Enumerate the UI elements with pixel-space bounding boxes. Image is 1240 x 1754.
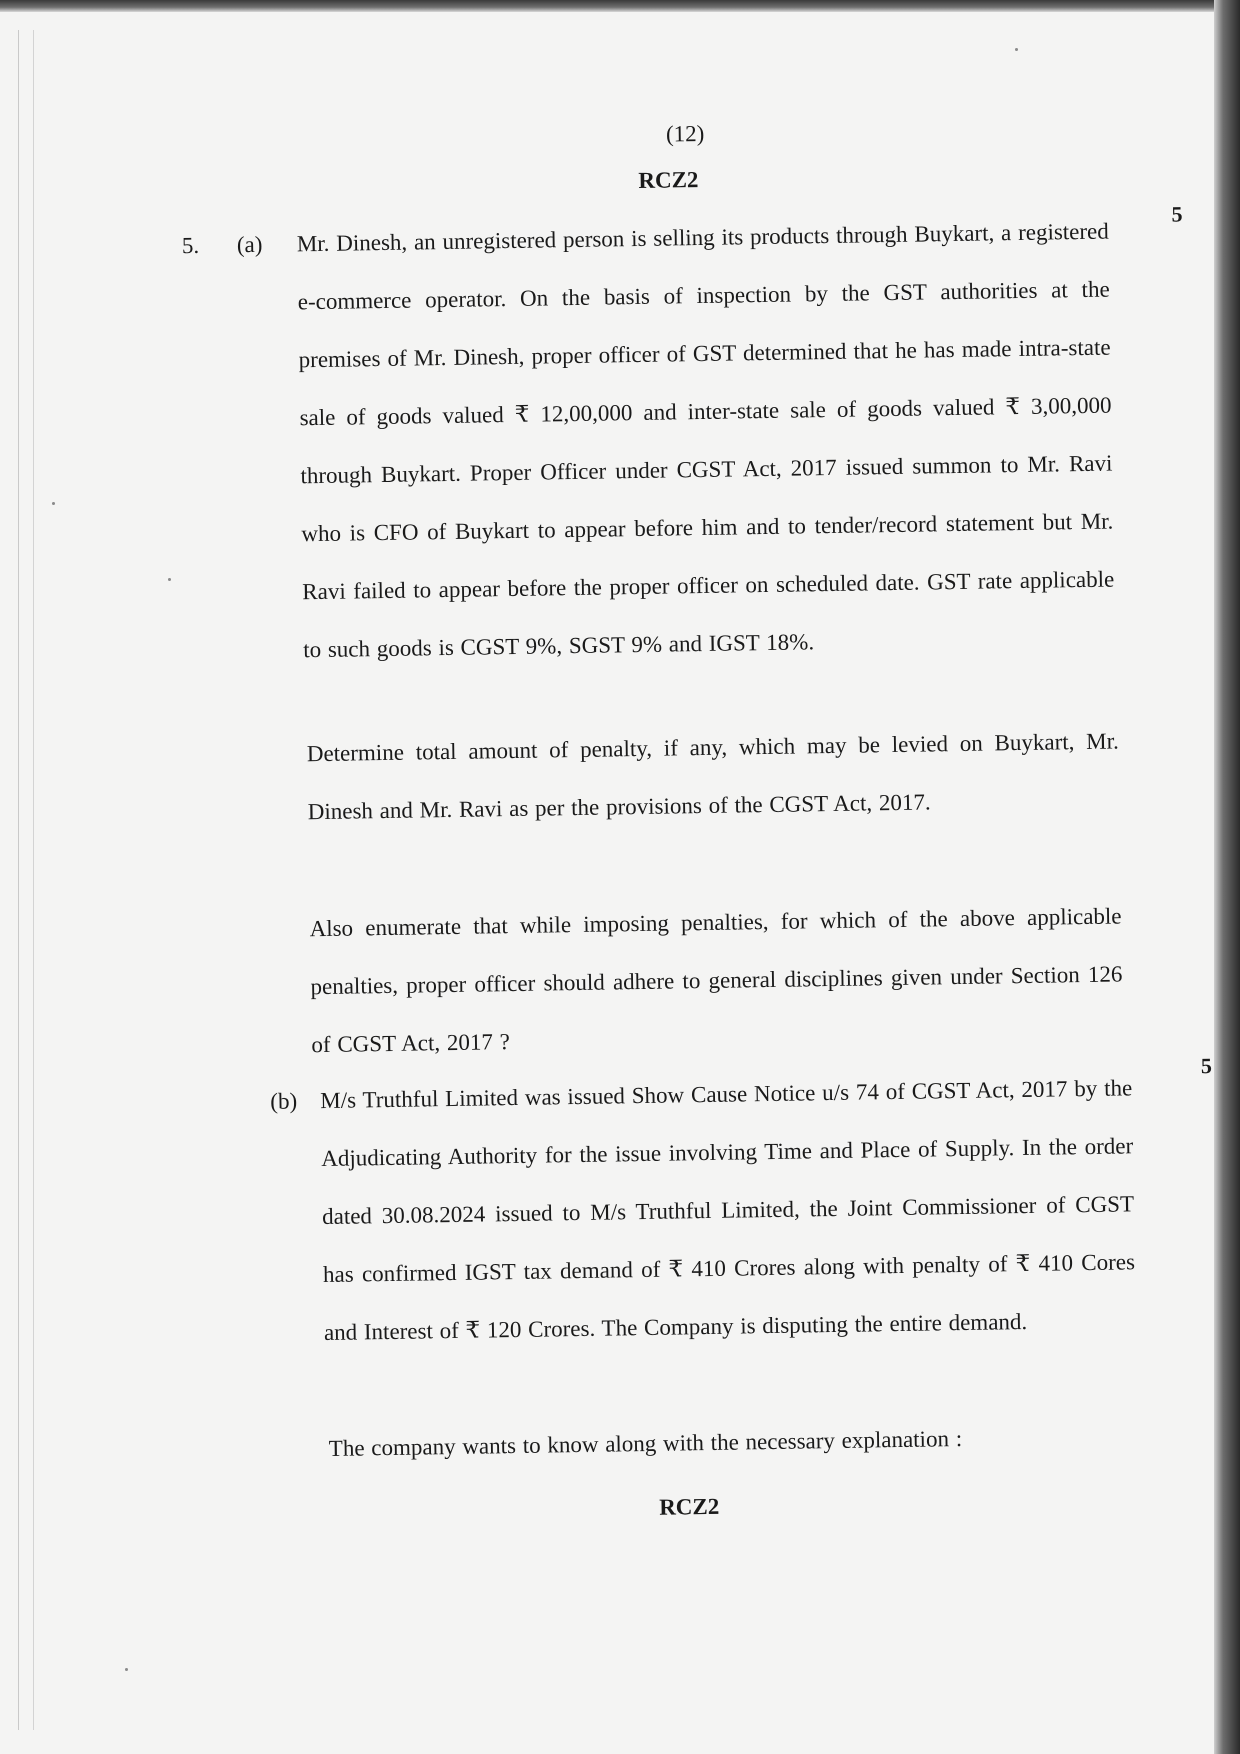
- part-a-paragraph-2: Determine total amount of penalty, if any, which may be levied on Buykart, Mr. Dinesh and Mr. Ravi as per the provisions of the CGST Act, 2017.: [306, 728, 1119, 825]
- part-a-marks: 5: [1171, 201, 1183, 227]
- scan-speck: [1015, 48, 1018, 51]
- part-b-label: (b): [270, 1088, 298, 1114]
- part-b-marks: 5: [1200, 1053, 1213, 1079]
- scan-speck: [52, 502, 55, 505]
- part-b-paragraph-1: M/s Truthful Limited was issued Show Cause Notice u/s 74 of CGST Act, 2017 by the Adjudicating Authority for the issue involving Time and Place of Supply. In the order dated 30.08.2024 issued to M/s Truthful Limited, the Joint Commissioner of CGST has confirmed IGST tax demand of ₹ 410 Crores along with penalty of ₹ 410 Cores and Interest of ₹ 120 Crores. The Company is disputing the entire demand.: [320, 1075, 1136, 1346]
- question-number: 5.: [181, 232, 200, 259]
- part-b-paragraph-2: The company wants to know along with the necessary explanation :: [328, 1426, 963, 1461]
- part-a-paragraph-3: Also enumerate that while imposing penalties, for which of the above applicable penalties, proper officer should adhere to general disciplines given under Section 126 of CGST Act, 2017 ?: [309, 903, 1123, 1058]
- page-number: (12): [665, 120, 705, 147]
- part-a-paragraph-1: Mr. Dinesh, an unregistered person is selling its products through Buykart, a registered e-commerce operator. On the basis of inspection by the GST authorities at the premises of Mr. Dinesh, proper officer of GST determined that he has made intra-state sale of goods valued ₹ 12,00,000 and inter-state sale of goods valued ₹ 3,00,000 through Buykart. Proper Officer under CGST Act, 2017 issued summon to Mr. Ravi who is CFO of Buykart to appear before him and to tender/record statement but Mr. Ravi failed to appear before the proper officer on scheduled date. GST rate applicable to such goods is CGST 9%, SGST 9% and IGST 18%.: [296, 218, 1115, 663]
- scan-speck: [168, 578, 171, 581]
- scan-top-edge: [0, 0, 1240, 12]
- scan-right-edge: [1214, 0, 1240, 1754]
- paper-code-footer: RCZ2: [659, 1493, 720, 1520]
- paper-code-header: RCZ2: [638, 167, 699, 193]
- scan-speck: [125, 1668, 128, 1671]
- part-a-label: (a): [236, 231, 263, 258]
